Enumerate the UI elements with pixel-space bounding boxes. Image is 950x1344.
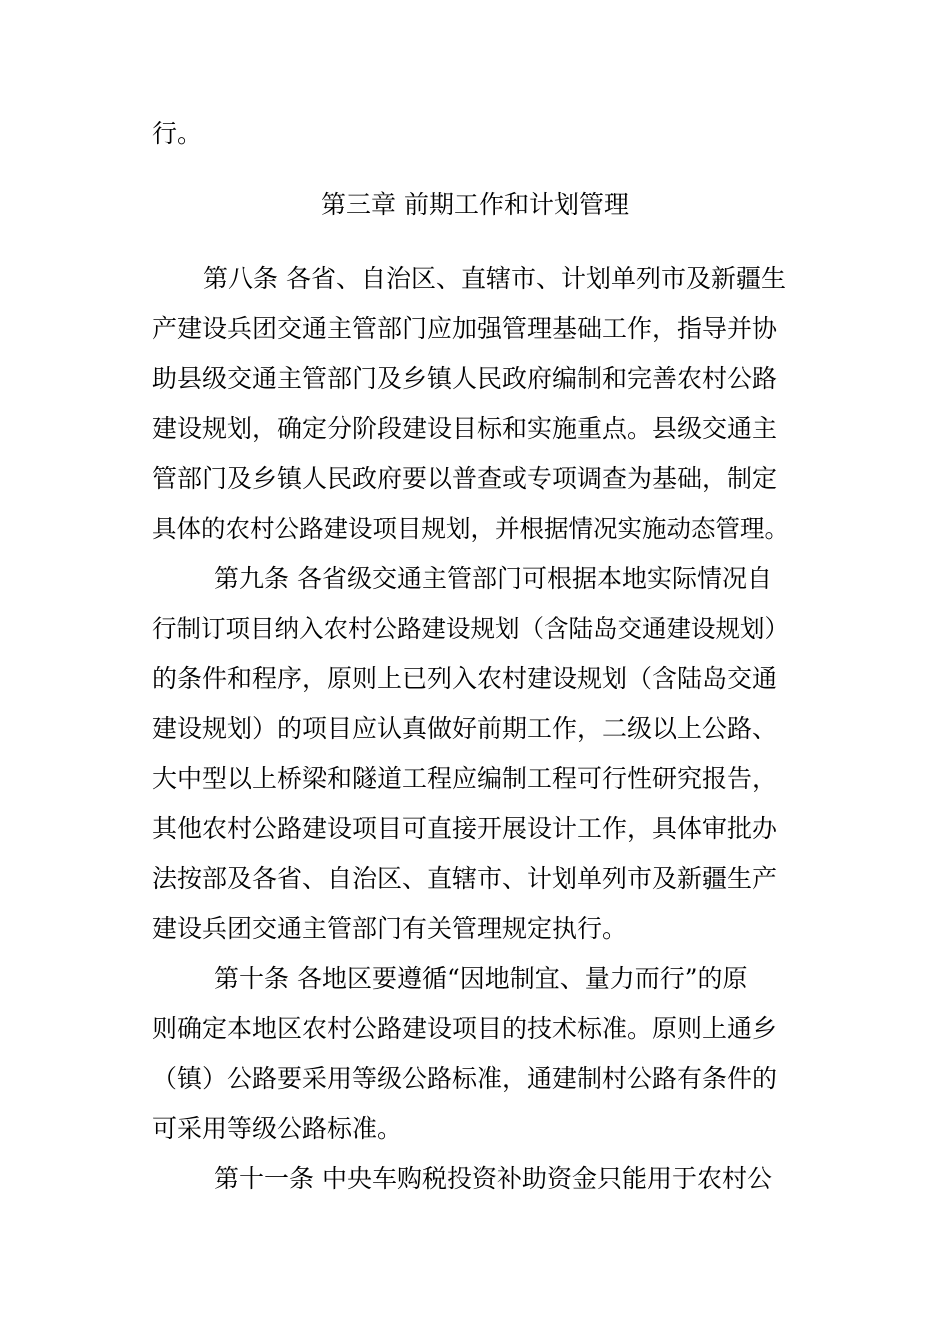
article-8-line-1: 第八条 各省、自治区、直辖市、计划单列市及新疆生 xyxy=(203,264,786,293)
article-10-line-1: 第十条 各地区要遵循“因地制宜、量力而行”的原 xyxy=(214,964,748,993)
article-9-line-5: 大中型以上桥梁和隧道工程应编制工程可行性研究报告， xyxy=(152,764,778,793)
chapter-title: 第三章 前期工作和计划管理 xyxy=(321,190,629,219)
article-10-line-2: 则确定本地区农村公路建设项目的技术标准。原则上通乡 xyxy=(152,1014,778,1043)
article-9-line-8: 建设兵团交通主管部门有关管理规定执行。 xyxy=(152,914,628,943)
article-9-line-6: 其他农村公路建设项目可直接开展设计工作，具体审批办 xyxy=(152,814,778,843)
article-8-line-5: 管部门及乡镇人民政府要以普查或专项调查为基础，制定 xyxy=(152,464,778,493)
article-9-line-1: 第九条 各省级交通主管部门可根据本地实际情况自 xyxy=(214,564,772,593)
article-8-line-6: 具体的农村公路建设项目规划，并根据情况实施动态管理。 xyxy=(152,514,789,543)
article-8-line-2: 产建设兵团交通主管部门应加强管理基础工作，指导并协 xyxy=(152,314,778,343)
continuation-line: 行。 xyxy=(152,119,203,148)
article-9-line-3: 的条件和程序，原则上已列入农村建设规划（含陆岛交通 xyxy=(152,664,778,693)
article-10-line-4: 可采用等级公路标准。 xyxy=(152,1114,403,1143)
article-9-line-2: 行制订项目纳入农村公路建设规划（含陆岛交通建设规划） xyxy=(152,614,789,643)
article-8-line-3: 助县级交通主管部门及乡镇人民政府编制和完善农村公路 xyxy=(152,364,778,393)
article-8-line-4: 建设规划，确定分阶段建设目标和实施重点。县级交通主 xyxy=(152,414,778,443)
article-9-line-4: 建设规划）的项目应认真做好前期工作，二级以上公路、 xyxy=(152,714,778,743)
article-9-line-7: 法按部及各省、自治区、直辖市、计划单列市及新疆生产 xyxy=(152,864,778,893)
article-10-line-3: （镇）公路要采用等级公路标准，通建制村公路有条件的 xyxy=(152,1064,778,1093)
article-11-line-1: 第十一条 中央车购税投资补助资金只能用于农村公 xyxy=(214,1164,772,1193)
